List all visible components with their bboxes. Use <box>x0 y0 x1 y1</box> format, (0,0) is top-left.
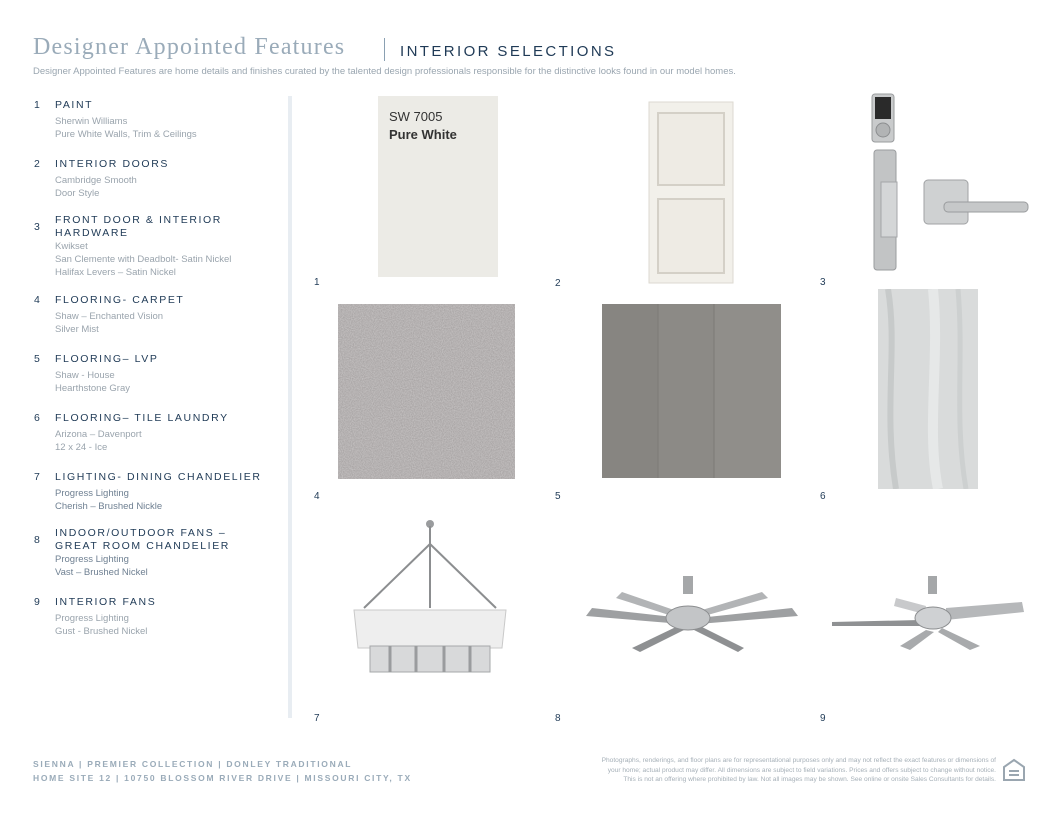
selection-number: 2 <box>34 158 40 170</box>
great-room-fan-image <box>582 572 802 654</box>
selection-detail: 12 x 24 - Ice <box>55 442 108 453</box>
selection-detail: Gust - Brushed Nickel <box>55 626 148 637</box>
selection-detail: Sherwin Williams <box>55 116 128 127</box>
selection-item-hardware <box>34 214 274 279</box>
selection-detail: Progress Lighting <box>55 554 129 565</box>
image-label: 1 <box>314 277 320 288</box>
interior-fan-image <box>830 572 1026 654</box>
carpet-image <box>338 304 515 479</box>
legal-line: your home; actual product may differ. All dimensions are subject to field variations. Prices and offers subject to change without notice. <box>607 766 996 774</box>
door-image <box>648 101 734 284</box>
selection-title: INDOOR/OUTDOOR FANS – GREAT ROOM CHANDELIER <box>55 527 230 552</box>
footer-collection: SIENNA | PREMIER COLLECTION | DONLEY TRADITIONAL <box>33 759 353 769</box>
selection-detail: Arizona – Davenport <box>55 429 142 440</box>
selection-detail: Pure White Walls, Trim & Ceilings <box>55 129 197 140</box>
selection-number: 1 <box>34 99 40 111</box>
chandelier-image <box>350 518 510 678</box>
selection-item-great-room-fans <box>34 527 274 579</box>
image-label: 8 <box>555 713 561 724</box>
selection-detail: Vast – Brushed Nickel <box>55 567 148 578</box>
tile-image <box>878 289 978 489</box>
image-label: 3 <box>820 277 826 288</box>
page-subtitle: INTERIOR SELECTIONS <box>400 43 617 60</box>
selection-detail: Progress Lighting <box>55 613 129 624</box>
image-label: 2 <box>555 278 561 289</box>
selection-title: FLOORING– LVP <box>55 353 159 365</box>
selection-title: PAINT <box>55 99 94 111</box>
selection-detail: Cambridge Smooth <box>55 175 137 186</box>
image-label: 7 <box>314 713 320 724</box>
selection-item-carpet <box>34 294 274 336</box>
legal-line: This is not an offering where prohibited by law. Not all images may be shown. See online or onsite Sales Consultants for details. <box>623 776 996 783</box>
selection-title: FLOORING- CARPET <box>55 294 185 306</box>
selection-detail: Kwikset <box>55 241 88 252</box>
selection-item-tile <box>34 412 274 454</box>
footer-address: HOME SITE 12 | 10750 BLOSSOM RIVER DRIVE | MISSOURI CITY, TX <box>33 773 412 783</box>
lvp-image <box>602 304 781 478</box>
selection-title: INTERIOR DOORS <box>55 158 169 170</box>
image-label: 4 <box>314 491 320 502</box>
selection-number: 9 <box>34 596 40 608</box>
selection-item-interior-fans <box>34 596 274 638</box>
selection-detail: Hearthstone Gray <box>55 383 130 394</box>
swatch-name: Pure White <box>389 127 457 142</box>
selection-number: 3 <box>34 221 40 233</box>
selection-item-chandelier <box>34 471 274 513</box>
selection-number: 5 <box>34 353 40 365</box>
selection-detail: San Clemente with Deadbolt- Satin Nickel <box>55 254 232 265</box>
selection-detail: Door Style <box>55 188 100 199</box>
selection-number: 6 <box>34 412 40 424</box>
page-description: Designer Appointed Features are home details and finishes curated by the talented design professionals responsible for the distinctive looks found in our model homes. <box>33 66 736 77</box>
selection-detail: Shaw - House <box>55 370 115 381</box>
selection-title: FRONT DOOR & INTERIOR HARDWARE <box>55 214 222 239</box>
image-label: 6 <box>820 491 826 502</box>
image-label: 5 <box>555 491 561 502</box>
title-divider <box>384 38 385 61</box>
selection-detail: Silver Mist <box>55 324 99 335</box>
selection-detail: Progress Lighting <box>55 488 129 499</box>
selection-detail: Halifax Levers – Satin Nickel <box>55 267 176 278</box>
page-title: Designer Appointed Features <box>33 34 346 60</box>
selection-detail: Shaw – Enchanted Vision <box>55 311 164 322</box>
paint-swatch <box>378 96 498 277</box>
selection-item-lvp <box>34 353 274 395</box>
legal-disclaimer <box>520 756 996 785</box>
selection-number: 7 <box>34 471 40 483</box>
swatch-code: SW 7005 <box>389 109 443 124</box>
selection-detail: Cherish – Brushed Nickle <box>55 501 163 512</box>
legal-line: Photographs, renderings, and floor plans are for representational purposes only and may not reflect the exact features or dimensions of <box>601 757 996 764</box>
selection-title: FLOORING– TILE LAUNDRY <box>55 412 229 424</box>
equal-housing-icon <box>1002 758 1026 782</box>
image-label: 9 <box>820 713 826 724</box>
selection-item-interior-doors <box>34 158 274 200</box>
hardware-image <box>866 92 1031 274</box>
column-divider <box>288 96 292 718</box>
selection-title: LIGHTING- DINING CHANDELIER <box>55 471 262 483</box>
selection-item-paint <box>34 99 274 141</box>
selection-number: 4 <box>34 294 40 306</box>
selection-number: 8 <box>34 534 40 546</box>
selection-title: INTERIOR FANS <box>55 596 157 608</box>
